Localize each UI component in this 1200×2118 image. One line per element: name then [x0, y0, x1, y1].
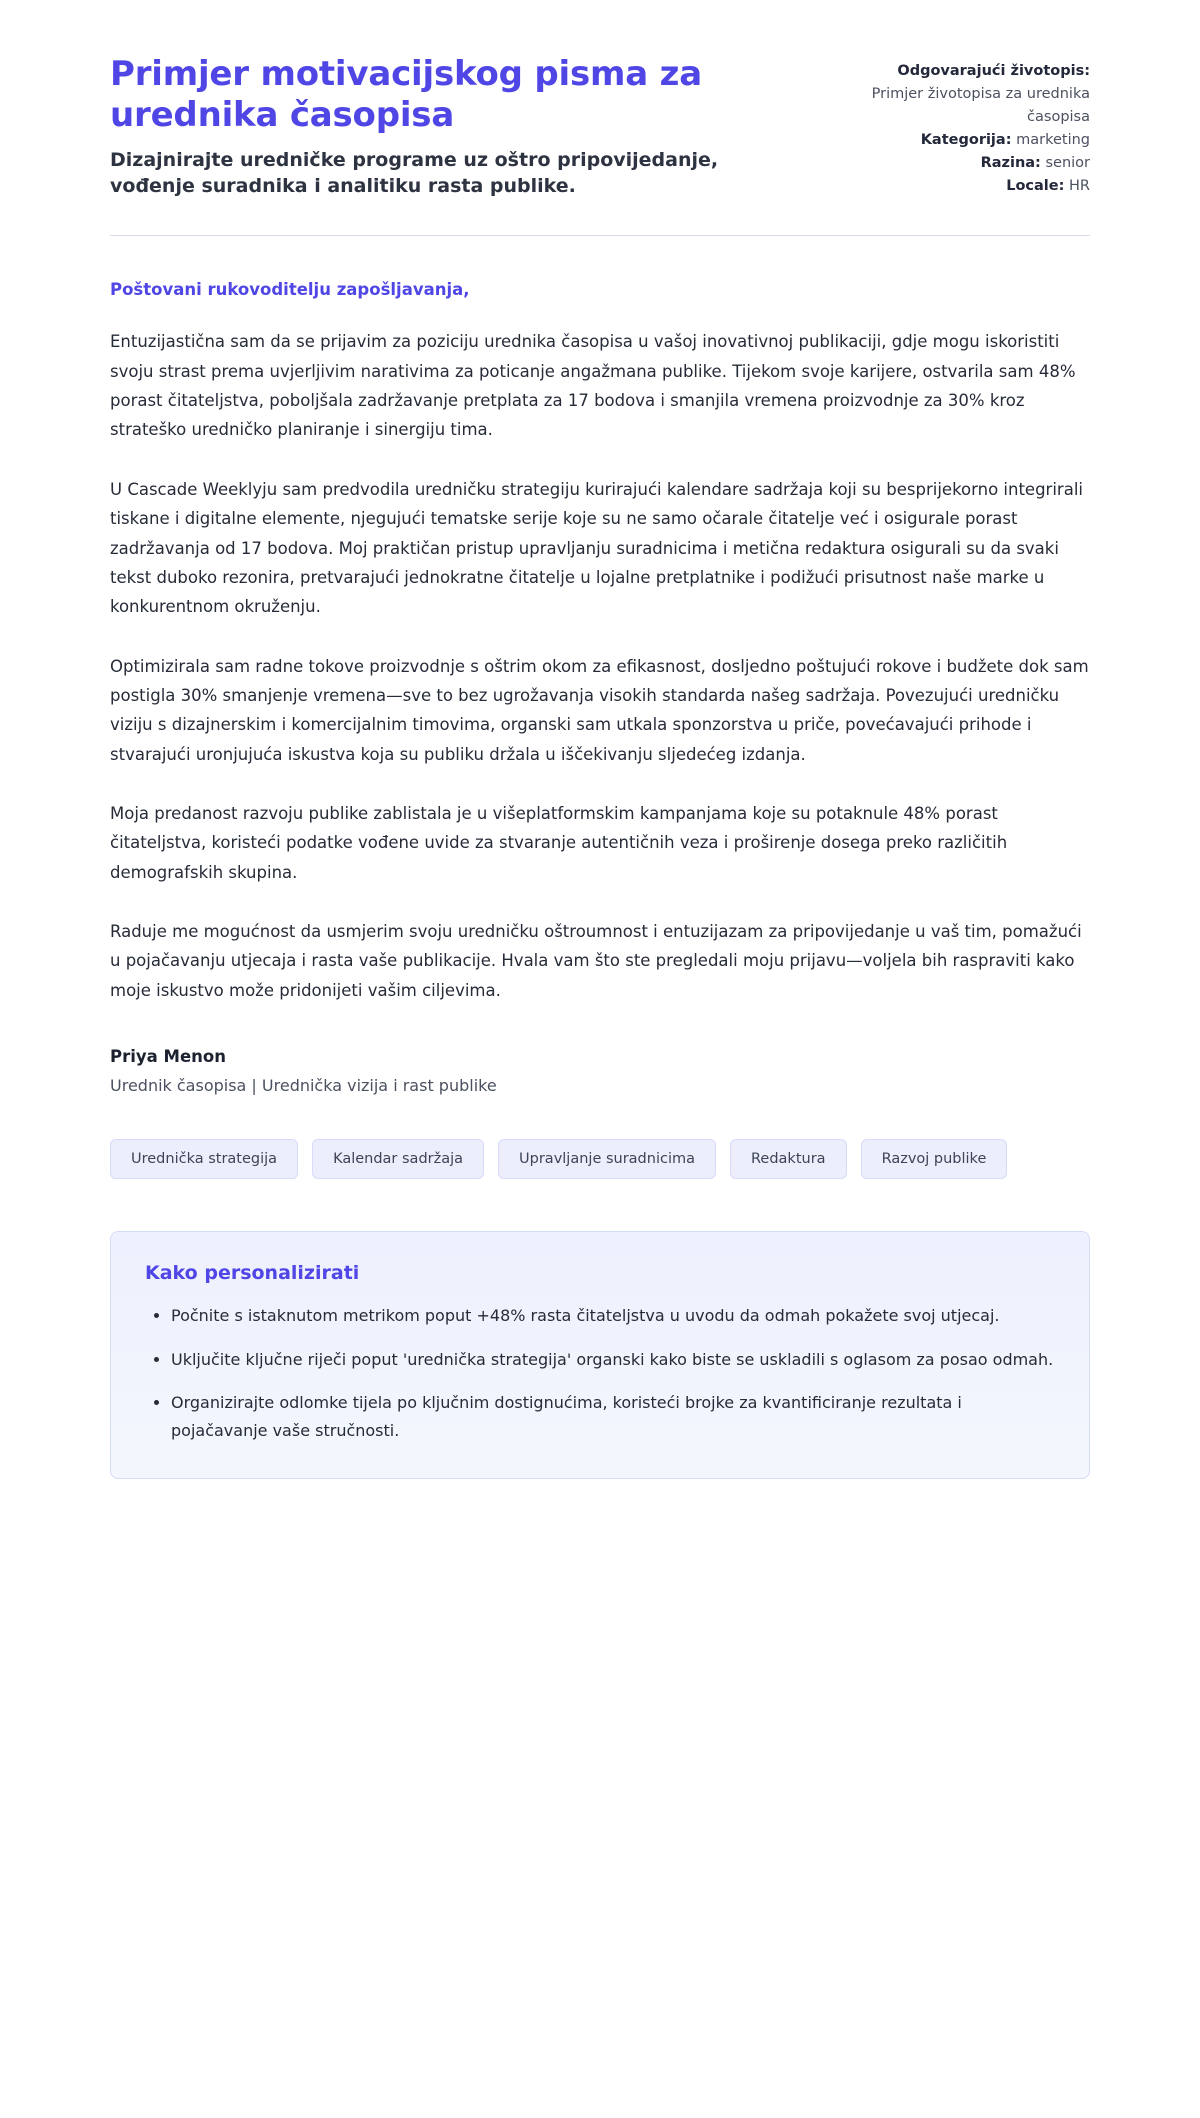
skill-tag[interactable]: Redaktura	[730, 1139, 847, 1179]
list-item: • Organizirajte odlomke tijela po ključnim dostignućima, koristeći brojke za kvantificiranje rezultata i pojačavanje vaše stručnosti.	[171, 1389, 1055, 1444]
skill-tag-list	[110, 1139, 1090, 1179]
meta-locale-value: HR	[1069, 177, 1090, 194]
personalization-callout	[110, 1231, 1090, 1479]
meta-category-label: Kategorija:	[920, 131, 1012, 148]
letter-paragraph: Moja predanost razvoju publike zablistala je u višeplatformskim kampanjama koje su potaknule 48% porast čitateljstva, koristeći podatke vođene uvide za stvaranje autentičnih veza i proširenje dosega preko različitih demografskih skupina.	[110, 804, 1008, 882]
letter-paragraph: Entuzijastična sam da se prijavim za poziciju urednika časopisa u vašoj inovativnoj publikaciji, gdje mogu iskoristiti svoju strast prema uvjerljivim narativima za poticanje angažmana publike. Tijekom svoje karijere, ostvarila sam 48% porast čitateljstva, poboljšala zadržavanje pretplata za 17 bodova i smanjila vremena proizvodnje za 30% kroz strateško uredničko planiranje i sinergiju tima.	[110, 332, 1076, 440]
letter-paragraph: Optimizirala sam radne tokove proizvodnje s oštrim okom za efikasnost, dosljedno poštujući rokove i budžete dok sam postigla 30% smanjenje vremena—sve to bez ugrožavanja visokih standarda našeg sadržaja. Povezujući uredničku viziju s dizajnerskim i komercijalnim timovima, organski sam utkala sponzorstva u priče, povećavajući prihode i stvarajući uronjujuća iskustva koja su publiku držala u iščekivanju sljedećeg izdanja.	[110, 656, 1089, 764]
header-title-block	[110, 54, 770, 199]
list-item: • Uključite ključne riječi poput 'urednička strategija' organski kako biste se uskladili s oglasom za posao odmah.	[171, 1346, 1055, 1374]
page-subtitle: Dizajnirajte uredničke programe uz oštro pripovijedanje, vođenje suradnika i analitiku rasta publike.	[110, 148, 719, 198]
skill-tag[interactable]: Razvoj publike	[861, 1139, 1008, 1179]
signature-block	[110, 1047, 1090, 1095]
skill-tag[interactable]: Kalendar sadržaja	[312, 1139, 484, 1179]
signature-role: Urednik časopisa | Urednička vizija i rast publike	[110, 1076, 497, 1096]
meta-resume-value: Primjer životopisa za urednika časopisa	[871, 85, 1090, 125]
meta-level-value: senior	[1045, 154, 1090, 171]
meta-category	[820, 129, 1090, 152]
signature-name: Priya Menon	[110, 1047, 226, 1067]
letter-paragraph: U Cascade Weeklyju sam predvodila uredničku strategiju kurirajući kalendare sadržaja koji su besprijekorno integrirali tiskane i digitalne elemente, njegujući tematske serije koje su ne samo očarale čitatelje već i osigurale porast zadržavanja od 17 bodova. Moj praktičan pristup upravljanju suradnicima i metična redaktura osigurali su da svaki tekst duboko rezonira, pretvarajući jednokratne čitatelje u lojalne pretplatnike i podižući prisutnost naše marke u konkurentnom okruženju.	[110, 479, 1083, 617]
meta-level-label: Razina:	[980, 154, 1041, 171]
list-item: • Počnite s istaknutom metrikom poput +48% rasta čitateljstva u uvodu da odmah pokažete svoj utjecaj.	[171, 1302, 1055, 1330]
meta-resume-label: Odgovarajući životopis:	[897, 63, 1090, 79]
letter-salutation: Poštovani rukovoditelju zapošljavanja,	[110, 280, 470, 300]
meta-locale	[820, 175, 1090, 198]
callout-list	[145, 1302, 1055, 1444]
callout-title: Kako personalizirati	[145, 1262, 360, 1285]
skill-tag[interactable]: Upravljanje suradnicima	[498, 1139, 716, 1179]
document-meta	[820, 54, 1090, 197]
letter-paragraph: Raduje me mogućnost da usmjerim svoju uredničku oštroumnost i entuzijazam za pripovijedanje u vaš tim, pomažući u pojačavanju utjecaja i rasta vaše publikacije. Hvala vam što ste pregledali moju prijavu—voljela bih raspraviti kako moje iskustvo može pridonijeti vašim ciljevima.	[110, 922, 1082, 1000]
page-title: Primjer motivacijskog pisma za urednika časopisa	[110, 54, 702, 136]
skill-tag[interactable]: Urednička strategija	[110, 1139, 298, 1179]
meta-level	[820, 152, 1090, 175]
document-header	[110, 54, 1090, 199]
meta-locale-label: Locale:	[1006, 177, 1065, 194]
letter-body	[110, 236, 1090, 1005]
meta-resume	[820, 60, 1090, 129]
meta-category-value: marketing	[1016, 131, 1090, 148]
